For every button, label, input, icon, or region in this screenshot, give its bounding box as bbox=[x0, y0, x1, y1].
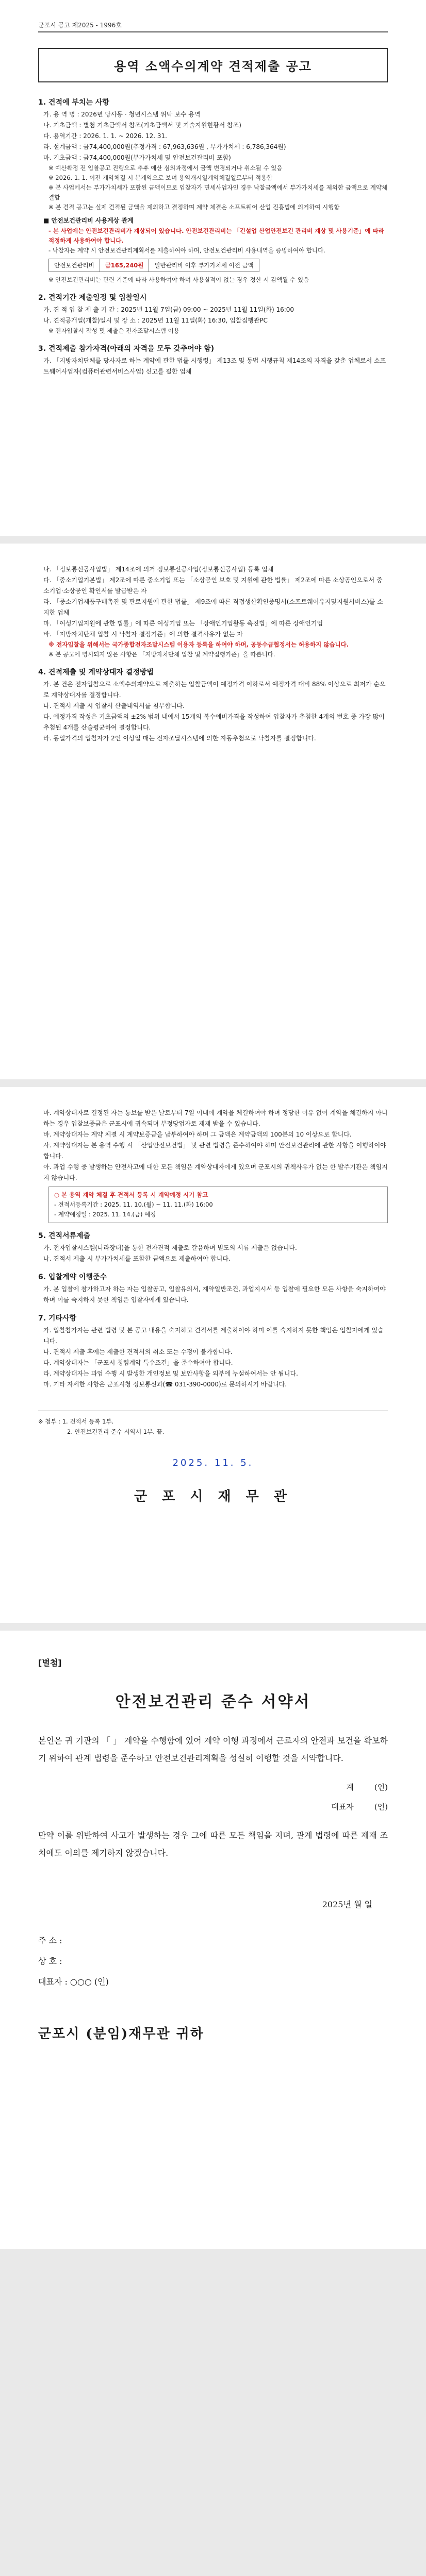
issue-date: 2025. 11. 5. bbox=[172, 1458, 254, 1468]
address-label: 주 소 : bbox=[38, 1936, 62, 1945]
page-3 bbox=[0, 1087, 426, 1623]
s4-item: 마. 계약상대자로 결정된 자는 통보를 받은 날로부터 7일 이내에 계약을 체결하여야 하며 정당한 이유 없이 계약을 체결하지 아니하는 경우 입찰보증금은 군포시에 귀속되며 부정당업자로 제재 받을 수 있습니다. bbox=[43, 1109, 388, 1127]
s3-note: ※ 전자입찰을 위해서는 국가종합전자조달시스템 이용자 등록을 하여야 하며, 공동수급협정서는 허용하지 않습니다. bbox=[48, 641, 349, 648]
section-3-heading: 3. 견적제출 참가자격(아래의 자격을 모두 갖추어야 함) bbox=[38, 345, 215, 353]
s4-item: 바. 계약상대자는 계약 체결 시 계약보증금을 납부하여야 하며 그 금액은 계약금액의 100분의 10 이상으로 합니다. bbox=[43, 1131, 352, 1138]
s6-item: 가. 본 입찰에 참가하고자 하는 자는 입찰공고, 입찰유의서, 계약일반조건, 과업지시서 등 입찰에 필요한 모든 사항을 숙지하여야 하며 이를 숙지하지 못한 책임은 입찰자에게 있습니다. bbox=[43, 1285, 386, 1303]
s5-item: 나. 견적서 제출 시 부가가치세를 포함한 금액으로 제출하여야 합니다. bbox=[43, 1255, 231, 1262]
s7-item: 가. 입찰참가자는 관련 법령 및 본 공고 내용을 숙지하고 견적서를 제출하여야 하며 이를 숙지하지 못한 책임은 입찰자에게 있습니다. bbox=[43, 1327, 384, 1345]
s1-item: 나. 기초금액 : 별첨 기초금액서 참조(기초금액서 및 기술지원현황서 참조) bbox=[43, 122, 241, 129]
header-divider bbox=[38, 31, 388, 32]
s4-item: 다. 예정가격 작성은 기초금액의 ±2% 범위 내에서 15개의 복수예비가격을 작성하여 입찰자가 추첨한 4개의 번호 중 가장 많이 추첨된 4개를 산술평균하여 결정합니다. bbox=[43, 713, 385, 731]
s7-item: 마. 기타 자세한 사항은 군포시청 정보통신과(☎ 031-390-0000)로 문의하시기 바랍니다. bbox=[43, 1381, 287, 1388]
pledge-title: 안전보건관리 준수 서약서 bbox=[115, 1693, 311, 1711]
schedule-line: ○ 본 용역 계약 체결 후 견적서 등록 시 계약예정 시기 참고 bbox=[54, 1191, 208, 1198]
s7-item: 다. 계약상대자는 「군포시 청렴계약 특수조건」을 준수하여야 합니다. bbox=[43, 1359, 233, 1366]
page-title: 용역 소액수의계약 견적제출 공고 bbox=[38, 48, 388, 82]
attachment-bracket: [별첨] bbox=[38, 1658, 62, 1668]
page-2 bbox=[0, 544, 426, 1079]
notice-number: 군포시 공고 제2025 - 1996호 bbox=[38, 22, 122, 29]
s4-item: 라. 동일가격의 입찰자가 2인 이상일 때는 전자조달시스템에 의한 자동추첨으로 낙찰자를 결정합니다. bbox=[43, 735, 316, 742]
page-1 bbox=[0, 0, 426, 536]
section-7-heading: 7. 기타사항 bbox=[38, 1314, 77, 1323]
s1-item: 다. 용역기간 : 2026. 1. 1. ~ 2026. 12. 31. bbox=[43, 132, 167, 140]
attachment-line: 2. 안전보건관리 준수 서약서 1부. 끝. bbox=[67, 1428, 165, 1435]
s3-item: 마. 「여성기업지원에 관한 법률」에 따른 여성기업 또는 「장애인기업활동 촉진법」에 따른 장애인기업 bbox=[43, 620, 323, 627]
s3-item: 가. 「지방자치단체를 당사자로 하는 계약에 관한 법률 시행령」 제13조 및 동법 시행규칙 제14조의 자격을 갖춘 업체로서 소프트웨어사업자(컴퓨터관련서비스사업) 신고를 필한 업체 bbox=[43, 357, 386, 375]
section-6-heading: 6. 입찰계약 이행준수 bbox=[38, 1273, 107, 1281]
s2-item: 나. 견적공개일(개찰)일시 및 장 소 : 2025년 11월 11일(화) 16:30, 입찰집행관PC bbox=[43, 317, 268, 324]
section-4-heading: 4. 견적제출 및 계약상대자 결정방법 bbox=[38, 668, 154, 676]
safety-label: ■ 안전보건관리비 사용계상 관계 bbox=[43, 217, 134, 224]
s1-note: ※ 2026. 1. 1. 이전 계약체결 시 본계약으로 보며 용역개시일계약체결일로부터 적용함 bbox=[48, 174, 273, 181]
s4-item: 나. 견적서 제출 시 입찰서 산출내역서를 첨부합니다. bbox=[43, 702, 185, 709]
s1-note: ※ 본 사업에서는 부가가치세가 포함된 금액이므로 입찰자가 면세사업자인 경우 낙찰금액에서 부가가치세를 제외한 금액으로 계약체결함 bbox=[48, 184, 388, 201]
s3-item: 다. 「중소기업기본법」 제2조에 따른 중소기업 또는 「소상공인 보호 및 지원에 관한 법률」 제2조에 따른 소상공인으로서 중소기업·소상공인 확인서를 발급받은 자 bbox=[43, 577, 383, 595]
rep-field bbox=[38, 1797, 388, 1817]
issuer-name: 군 포 시 재 무 관 bbox=[134, 1489, 292, 1504]
safety-cell: 안전보건관리비 bbox=[49, 259, 100, 272]
safety-cell: 일반관리비 이후 부가가치세 이전 금액 bbox=[149, 259, 259, 272]
s2-item: 가. 견 적 입 찰 제 출 기 간 : 2025년 11월 7일(금) 09:00 ~ 2025년 11월 11일(화) 16:00 bbox=[43, 306, 294, 313]
rep-label: 대표자 bbox=[331, 1802, 354, 1811]
signer-info bbox=[38, 1930, 388, 1992]
ceo-label: 대표자 : ○○○ (인) bbox=[38, 1977, 109, 1987]
section-5-heading: 5. 견적서류제출 bbox=[38, 1232, 91, 1240]
company-label: 상 호 : bbox=[38, 1956, 62, 1966]
safety-note: - 본 사업에는 안전보건관리비가 계상되어 있습니다. 안전보건관리비는 「건설업 산업안전보건 관리비 계상 및 사용기준」에 따라 적정하게 사용하여야 합니다. bbox=[48, 227, 384, 244]
s1-note: ※ 예산확정 전 입찰공고 진행으로 추후 예산 심의과정에서 금액 변경되거나 취소될 수 있음 bbox=[48, 164, 283, 172]
attachments bbox=[38, 1411, 388, 1437]
safety-footnote: ※ 안전보건관리비는 관련 기준에 따라 사용하여야 하며 사용실적이 없는 경우 정산 시 감액될 수 있음 bbox=[48, 276, 309, 283]
s1-note: ※ 본 견적 공고는 실제 견적된 금액을 제외하고 결정하며 계약 체결은 소프트웨어 산업 진흥법에 의거하여 시행함 bbox=[48, 204, 340, 211]
s1-item: 마. 기초금액 : 금74,400,000원(부가가치세 및 안전보건관리비 포함) bbox=[43, 154, 231, 161]
pledge-body: 본인은 귀 기관의 「 」 계약을 수행함에 있어 계약 이행 과정에서 근로자의 안전과 보건을 확보하기 위하여 관계 법령을 준수하고 안전보건관리계획을 성실히 이행할 것을 서약합니다. bbox=[38, 1736, 388, 1763]
s1-item: 라. 설계금액 : 금74,400,000원(추정가격 : 67,963,636원 , 부가가치세 : 6,786,364원) bbox=[43, 143, 286, 150]
s7-item: 나. 견적서 제출 후에는 제출한 견적서의 취소 또는 수정이 불가합니다. bbox=[43, 1348, 233, 1355]
contractor-value: (인) bbox=[374, 1783, 388, 1792]
s4-item: 아. 과업 수행 중 발생하는 안전사고에 대한 모든 책임은 계약상대자에게 있으며 군포시의 귀책사유가 없는 한 발주기관은 책임지지 않습니다. bbox=[43, 1163, 388, 1181]
contractor-label: 계 bbox=[346, 1783, 354, 1792]
s3-note: ※ 본 공고에 명시되지 않은 사항은 「지방자치단체 입찰 및 계약집행기준」을 따릅니다. bbox=[48, 651, 275, 658]
section-2-heading: 2. 견적기간 제출일정 및 입찰일시 bbox=[38, 294, 147, 302]
s5-item: 가. 전자입찰시스템(나라장터)을 통한 전자견적 제출로 갈음하며 별도의 서류 제출은 없습니다. bbox=[43, 1244, 297, 1251]
s2-note: ※ 전자입찰서 작성 및 제출은 전자조달시스템 이용 bbox=[48, 327, 179, 334]
section-1-heading: 1. 견적에 부치는 사항 bbox=[38, 98, 109, 107]
s4-item: 가. 본 건은 전자입찰으로 소액수의계약으로 제출하는 입찰금액이 예정가격 이하로서 예정가격 대비 88% 이상으로 최저가 순으로 계약상대자를 결정합니다. bbox=[43, 681, 386, 699]
attachment-line: ※ 첨부 : 1. 견적서 등록 1부. bbox=[38, 1418, 114, 1425]
schedule-line: - 계약예정일 : 2025. 11. 14.(금) 예정 bbox=[54, 1211, 156, 1218]
schedule-line: - 견적서등록기간 : 2025. 11. 10.(월) ~ 11. 11.(화) 16:00 bbox=[54, 1201, 213, 1208]
s1-item: 가. 용 역 명 : 2026년 당사동 · 청년시스템 위탁 보수 용역 bbox=[43, 111, 201, 118]
page-4 bbox=[0, 1631, 426, 2249]
s7-item: 라. 계약상대자는 과업 수행 시 발생한 개인정보 및 보안사항을 외부에 누설하여서는 안 됩니다. bbox=[43, 1370, 298, 1377]
recipient: 군포시 (분임)재무관 귀하 bbox=[38, 2026, 204, 2042]
schedule-box bbox=[48, 1187, 388, 1223]
safety-note: - 낙찰자는 계약 시 안전보건관리계획서를 제출하여야 하며, 안전보건관리비 사용내역을 증빙하여야 합니다. bbox=[48, 247, 325, 254]
s4-item: 사. 계약상대자는 본 용역 수행 시 「산업안전보건법」 및 관련 법령을 준수하여야 하며 안전보건관리에 관한 사항을 이행하여야 합니다. bbox=[43, 1142, 386, 1160]
s3-item: 나. 「정보통신공사업법」 제14조에 의거 정보통신공사업(정보통신공사업) 등록 업체 bbox=[43, 566, 274, 573]
pledge-body-2: 만약 이를 위반하여 사고가 발생하는 경우 그에 따른 모든 책임을 지며, 관계 법령에 따른 제재 조치에도 이의를 제기하지 않겠습니다. bbox=[38, 1831, 388, 1858]
contractor-field bbox=[38, 1777, 388, 1797]
safety-cell: 금165,240원 bbox=[100, 259, 149, 272]
s3-item: 바. 「지방자치단체 입찰 시 낙찰자 결정기준」에 의한 결격사유가 없는 자 bbox=[43, 631, 243, 638]
pledge-date: 2025년 월 일 bbox=[322, 1900, 372, 1909]
rep-value: (인) bbox=[374, 1802, 388, 1811]
s3-item: 라. 「중소기업제품구매촉진 및 판로지원에 관한 법률」 제9조에 따른 직접생산확인증명서(소프트웨어유지및지원서비스)를 소지한 업체 bbox=[43, 598, 383, 616]
safety-table bbox=[48, 259, 259, 272]
